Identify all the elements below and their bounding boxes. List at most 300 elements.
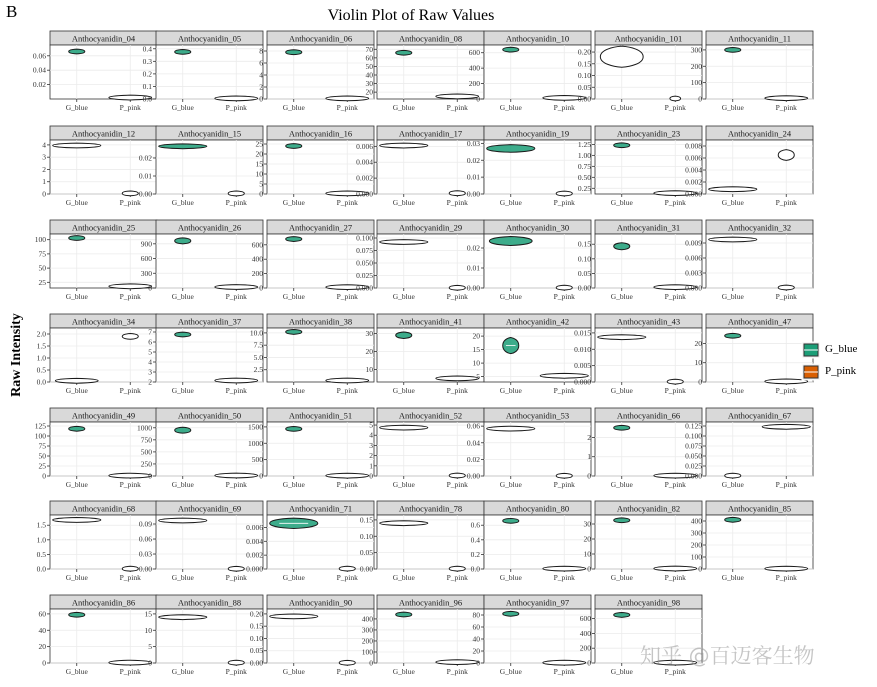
violin-p-pink <box>543 660 586 665</box>
y-tick-label: 0.75 <box>577 161 591 171</box>
x-tick-label: G_blue <box>721 103 744 112</box>
y-tick-label: 0.03 <box>466 138 480 148</box>
plot-area-anthocyanidin-24 <box>706 140 813 194</box>
y-tick-label: 0.0 <box>142 94 152 104</box>
panel-anthocyanidin-47 <box>695 314 814 395</box>
panel-anthocyanidin-82 <box>584 501 703 582</box>
panel-anthocyanidin-53 <box>467 408 591 489</box>
y-tick-label: 0.0 <box>36 564 46 574</box>
y-tick-label: 25 <box>255 139 263 149</box>
y-tick-label: 0 <box>587 564 591 574</box>
x-tick-label: P_pink <box>664 480 686 489</box>
violin-g-blue <box>270 614 318 619</box>
violin-p-pink <box>109 660 152 665</box>
y-tick-label: 0 <box>476 658 480 668</box>
x-tick-label: G_blue <box>610 198 633 207</box>
violin-g-blue <box>725 333 741 338</box>
y-tick-label: 750 <box>140 435 152 445</box>
plot-area-anthocyanidin-47 <box>706 328 813 382</box>
y-tick-label: 0.006 <box>246 522 263 532</box>
violin-p-pink <box>228 660 244 665</box>
plot-area-anthocyanidin-97 <box>484 609 591 663</box>
violin-g-blue <box>175 427 191 433</box>
y-tick-label: 0.006 <box>685 153 702 163</box>
y-tick-label: 0.125 <box>685 421 702 431</box>
y-tick-label: 200 <box>690 540 702 550</box>
panel-anthocyanidin-50 <box>137 408 263 489</box>
strip-label-anthocyanidin-08: Anthocyanidin_08 <box>398 33 463 44</box>
panel-anthocyanidin-04 <box>33 31 157 112</box>
strip-label-anthocyanidin-101: Anthocyanidin_101 <box>614 33 683 44</box>
strip-label-anthocyanidin-88: Anthocyanidin_88 <box>177 597 242 608</box>
y-tick-label: 0.4 <box>142 44 152 54</box>
x-tick-label: G_blue <box>282 573 305 582</box>
y-tick-label: 400 <box>251 254 263 264</box>
violin-p-pink <box>543 566 586 571</box>
y-tick-label: 0.00 <box>577 283 591 293</box>
y-tick-label: 0.15 <box>577 239 591 249</box>
y-tick-label: 1000 <box>137 423 152 433</box>
violin-g-blue <box>614 613 630 618</box>
violin-g-blue <box>69 236 85 241</box>
y-tick-label: 0.10 <box>359 531 373 541</box>
x-tick-label: G_blue <box>282 103 305 112</box>
y-tick-label: 50 <box>38 451 46 461</box>
panel-anthocyanidin-71 <box>246 501 374 582</box>
y-tick-label: 20 <box>38 642 46 652</box>
y-tick-label: 0.01 <box>466 172 480 182</box>
violin-p-pink <box>215 473 258 478</box>
panel-anthocyanidin-29 <box>356 220 484 301</box>
y-tick-label: 300 <box>140 268 152 278</box>
panel-anthocyanidin-37 <box>148 314 263 395</box>
strip-label-anthocyanidin-86: Anthocyanidin_86 <box>71 597 136 608</box>
panel-anthocyanidin-67 <box>685 408 813 489</box>
y-tick-label: 0 <box>148 283 152 293</box>
y-tick-label: 0.004 <box>246 536 263 546</box>
x-tick-label: G_blue <box>171 292 194 301</box>
violin-p-pink <box>449 473 465 478</box>
x-tick-label: P_pink <box>775 103 797 112</box>
y-tick-label: 0.025 <box>685 461 702 471</box>
violin-p-pink <box>122 334 138 340</box>
y-tick-label: 0 <box>587 658 591 668</box>
violin-g-blue <box>614 425 630 430</box>
strip-label-anthocyanidin-67: Anthocyanidin_67 <box>727 410 792 421</box>
y-tick-label: 0.00 <box>577 94 591 104</box>
strip-label-anthocyanidin-82: Anthocyanidin_82 <box>616 503 681 514</box>
y-tick-label: 0.002 <box>685 177 702 187</box>
violin-g-blue <box>53 518 101 523</box>
violin-p-pink <box>109 284 152 289</box>
y-tick-label: 60 <box>38 609 46 619</box>
y-tick-label: 0.15 <box>249 621 263 631</box>
y-tick-label: 1.5 <box>36 520 46 530</box>
y-tick-label: 15 <box>144 609 152 619</box>
y-tick-label: 0.25 <box>577 183 591 193</box>
violin-p-pink <box>449 191 465 196</box>
violin-p-pink <box>228 566 244 571</box>
legend-key-g-blue <box>801 340 821 360</box>
y-tick-label: 300 <box>361 625 373 635</box>
panel-anthocyanidin-96 <box>362 595 484 676</box>
x-tick-label: G_blue <box>282 667 305 676</box>
x-tick-label: G_blue <box>65 386 88 395</box>
y-tick-label: 0.100 <box>356 233 373 243</box>
plot-area-anthocyanidin-04 <box>50 45 157 99</box>
y-tick-label: 100 <box>34 235 46 245</box>
strip-label-anthocyanidin-71: Anthocyanidin_71 <box>288 503 353 514</box>
y-tick-label: 250 <box>140 459 152 469</box>
x-tick-label: G_blue <box>392 386 415 395</box>
y-tick-label: 100 <box>690 78 702 88</box>
x-tick-label: P_pink <box>336 292 358 301</box>
violin-p-pink <box>556 473 572 478</box>
y-tick-label: 0 <box>259 94 263 104</box>
x-tick-label: G_blue <box>610 573 633 582</box>
x-tick-label: G_blue <box>282 480 305 489</box>
panel-anthocyanidin-11 <box>691 31 813 112</box>
panel-anthocyanidin-24 <box>685 126 813 207</box>
y-tick-label: 0.050 <box>356 258 373 268</box>
strip-label-anthocyanidin-78: Anthocyanidin_78 <box>398 503 463 514</box>
violin-p-pink <box>436 660 479 665</box>
x-tick-label: P_pink <box>446 573 468 582</box>
x-tick-label: P_pink <box>225 103 247 112</box>
x-tick-label: P_pink <box>336 667 358 676</box>
y-tick-label: 10 <box>472 358 480 368</box>
x-tick-label: G_blue <box>610 103 633 112</box>
x-tick-label: P_pink <box>225 386 247 395</box>
violin-g-blue <box>503 47 519 52</box>
y-tick-label: 0.20 <box>249 609 263 619</box>
watermark: 知乎 @百迈客生物 <box>640 644 815 668</box>
violin-p-pink <box>122 191 138 196</box>
y-tick-label: 1000 <box>248 438 263 448</box>
violin-g-blue <box>159 518 207 523</box>
y-tick-label: 0.003 <box>685 268 702 278</box>
legend-item-p-pink[interactable] <box>801 362 877 382</box>
violin-p-pink <box>449 566 465 571</box>
y-tick-label: 400 <box>361 614 373 624</box>
x-tick-label: G_blue <box>171 198 194 207</box>
y-tick-label: 0 <box>148 658 152 668</box>
x-tick-label: P_pink <box>775 292 797 301</box>
y-tick-label: 60 <box>365 53 373 63</box>
y-tick-label: 0.02 <box>138 153 152 163</box>
y-tick-label: 300 <box>690 528 702 538</box>
strip-label-anthocyanidin-80: Anthocyanidin_80 <box>505 503 570 514</box>
y-tick-label: 0.006 <box>685 253 702 263</box>
violin-g-blue <box>159 144 207 149</box>
y-tick-label: 25 <box>38 461 46 471</box>
strip-label-anthocyanidin-05: Anthocyanidin_05 <box>177 33 242 44</box>
y-tick-label: 0.15 <box>577 59 591 69</box>
y-tick-label: 200 <box>690 61 702 71</box>
x-tick-label: P_pink <box>225 292 247 301</box>
y-tick-label: 0.000 <box>356 189 373 199</box>
strip-label-anthocyanidin-31: Anthocyanidin_31 <box>616 222 681 233</box>
y-tick-label: 6 <box>148 337 152 347</box>
x-tick-label: P_pink <box>664 198 686 207</box>
strip-label-anthocyanidin-37: Anthocyanidin_37 <box>177 316 242 327</box>
x-tick-label: G_blue <box>392 198 415 207</box>
violin-p-pink <box>326 96 369 101</box>
y-tick-label: 0.06 <box>32 51 46 61</box>
y-tick-label: 400 <box>690 516 702 526</box>
x-tick-label: G_blue <box>721 198 744 207</box>
y-tick-label: 50 <box>365 61 373 71</box>
y-tick-label: 1.25 <box>577 139 591 149</box>
y-tick-label: 7.5 <box>253 340 263 350</box>
y-tick-label: 20 <box>583 534 591 544</box>
panel-anthocyanidin-17 <box>356 126 484 207</box>
x-tick-label: P_pink <box>119 198 141 207</box>
y-tick-label: 400 <box>468 63 480 73</box>
violin-p-pink <box>228 191 244 196</box>
x-tick-label: P_pink <box>446 198 468 207</box>
violin-g-blue <box>286 426 302 431</box>
y-tick-label: 70 <box>365 44 373 54</box>
y-tick-label: 0 <box>698 377 702 387</box>
violin-g-blue <box>175 238 191 244</box>
violin-g-blue <box>175 332 191 337</box>
panel-anthocyanidin-32 <box>685 220 813 301</box>
x-tick-label: P_pink <box>336 198 358 207</box>
violin-p-pink <box>215 285 258 290</box>
violin-g-blue <box>53 143 101 148</box>
legend-item-g-blue[interactable] <box>801 340 877 360</box>
y-tick-label: 0 <box>148 471 152 481</box>
x-tick-label: G_blue <box>171 573 194 582</box>
y-tick-label: 600 <box>140 254 152 264</box>
y-tick-label: 4 <box>259 70 263 80</box>
y-tick-label: 8 <box>259 46 263 56</box>
y-tick-label: 0.04 <box>466 438 480 448</box>
x-tick-label: G_blue <box>65 198 88 207</box>
y-tick-label: 0.00 <box>249 658 263 668</box>
x-tick-label: P_pink <box>553 198 575 207</box>
y-tick-label: 300 <box>690 45 702 55</box>
y-tick-label: 0.000 <box>685 471 702 481</box>
y-tick-label: 0 <box>42 658 46 668</box>
violin-p-pink <box>670 96 681 101</box>
violin-p-pink <box>765 96 808 101</box>
y-tick-label: 0.00 <box>359 564 373 574</box>
x-tick-label: P_pink <box>553 480 575 489</box>
y-tick-label: 100 <box>34 431 46 441</box>
y-tick-label: 0.1 <box>142 81 152 91</box>
y-tick-label: 0.05 <box>577 82 591 92</box>
strip-label-anthocyanidin-85: Anthocyanidin_85 <box>727 503 792 514</box>
plot-area-anthocyanidin-80 <box>484 515 591 569</box>
strip-label-anthocyanidin-43: Anthocyanidin_43 <box>616 316 681 327</box>
violin-g-blue <box>159 615 207 620</box>
y-tick-label: 0.06 <box>466 421 480 431</box>
violin-g-blue <box>380 521 428 526</box>
panel-anthocyanidin-38 <box>250 314 374 395</box>
y-tick-label: 0.075 <box>356 246 373 255</box>
y-tick-label: 1.5 <box>36 341 46 351</box>
plot-area-anthocyanidin-38 <box>267 328 374 382</box>
panel-anthocyanidin-49 <box>35 408 157 489</box>
y-tick-label: 0.050 <box>685 451 702 461</box>
x-tick-label: G_blue <box>171 667 194 676</box>
panel-anthocyanidin-19 <box>467 126 591 207</box>
y-tick-label: 0.015 <box>574 328 591 338</box>
y-tick-label: 0.04 <box>32 65 46 75</box>
y-tick-label: 60 <box>472 622 480 632</box>
violin-p-pink <box>556 285 572 290</box>
x-tick-label: G_blue <box>499 198 522 207</box>
y-tick-label: 3 <box>42 152 46 162</box>
panel-anthocyanidin-23 <box>578 126 702 207</box>
y-tick-label: 0.02 <box>466 454 480 464</box>
y-tick-label: 0 <box>369 658 373 668</box>
x-tick-label: G_blue <box>499 480 522 489</box>
y-tick-label: 20 <box>365 346 373 356</box>
violin-g-blue <box>503 611 519 616</box>
x-tick-label: P_pink <box>664 292 686 301</box>
violin-p-pink <box>215 96 258 101</box>
y-tick-label: 0.010 <box>574 344 591 354</box>
panel-anthocyanidin-30 <box>467 220 591 301</box>
panel-anthocyanidin-78 <box>360 501 484 582</box>
violin-p-pink <box>122 566 138 571</box>
violin-g-blue <box>286 237 302 242</box>
plot-area-anthocyanidin-12 <box>50 140 157 194</box>
strip-label-anthocyanidin-98: Anthocyanidin_98 <box>616 597 681 608</box>
plot-area-anthocyanidin-51 <box>267 422 374 476</box>
panel-anthocyanidin-69 <box>139 501 263 582</box>
y-tick-label: 0.000 <box>246 564 263 574</box>
x-tick-label: G_blue <box>610 667 633 676</box>
panel-anthocyanidin-15 <box>139 126 263 207</box>
x-tick-label: G_blue <box>65 667 88 676</box>
x-tick-label: G_blue <box>499 573 522 582</box>
y-tick-label: 1.0 <box>36 535 46 545</box>
y-tick-label: 50 <box>38 263 46 273</box>
violin-g-blue <box>286 144 302 149</box>
strip-label-anthocyanidin-66: Anthocyanidin_66 <box>616 410 681 421</box>
panel-anthocyanidin-31 <box>578 220 702 301</box>
y-tick-label: 125 <box>34 421 46 431</box>
y-tick-label: 1.0 <box>36 353 46 363</box>
panel-anthocyanidin-43 <box>574 314 702 395</box>
y-tick-label: 0.10 <box>249 633 263 643</box>
y-tick-label: 0.006 <box>356 141 373 151</box>
violin-g-blue <box>709 187 757 192</box>
strip-label-anthocyanidin-32: Anthocyanidin_32 <box>727 222 792 233</box>
x-tick-label: G_blue <box>499 103 522 112</box>
x-tick-label: G_blue <box>392 573 415 582</box>
y-tick-label: 10 <box>694 358 702 368</box>
y-tick-label: 100 <box>690 552 702 562</box>
x-tick-label: G_blue <box>171 386 194 395</box>
y-tick-label: 0.6 <box>470 520 480 530</box>
y-tick-label: 25 <box>38 277 46 287</box>
strip-label-anthocyanidin-11: Anthocyanidin_11 <box>728 33 791 44</box>
violin-p-pink <box>326 378 369 383</box>
x-tick-label: P_pink <box>446 386 468 395</box>
y-tick-label: 0.005 <box>574 361 591 371</box>
strip-label-anthocyanidin-52: Anthocyanidin_52 <box>398 410 463 421</box>
y-tick-label: 0.025 <box>356 271 373 280</box>
y-tick-label: 2 <box>259 82 263 92</box>
strip-label-anthocyanidin-90: Anthocyanidin_90 <box>288 597 353 608</box>
violin-p-pink <box>339 566 355 571</box>
y-tick-label: 3 <box>148 367 152 377</box>
x-tick-label: P_pink <box>553 386 575 395</box>
y-tick-label: 0.002 <box>356 173 373 183</box>
x-tick-label: G_blue <box>392 667 415 676</box>
plot-area-anthocyanidin-06 <box>267 45 374 99</box>
x-tick-label: P_pink <box>225 198 247 207</box>
violin-p-pink <box>109 473 152 478</box>
violin-g-blue <box>396 612 412 617</box>
violin-g-blue <box>598 335 646 340</box>
violin-g-blue <box>396 50 412 55</box>
x-tick-label: P_pink <box>446 103 468 112</box>
y-tick-label: 0.075 <box>685 441 702 451</box>
y-tick-label: 0 <box>42 189 46 199</box>
y-tick-label: 1500 <box>248 422 263 432</box>
strip-label-anthocyanidin-50: Anthocyanidin_50 <box>177 410 242 421</box>
violin-p-pink <box>654 566 697 571</box>
strip-label-anthocyanidin-96: Anthocyanidin_96 <box>398 597 463 608</box>
plot-area-anthocyanidin-32 <box>706 234 813 288</box>
violin-g-blue <box>286 330 302 335</box>
y-tick-label: 4 <box>369 430 373 440</box>
strip-label-anthocyanidin-10: Anthocyanidin_10 <box>505 33 570 44</box>
strip-label-anthocyanidin-26: Anthocyanidin_26 <box>177 222 242 233</box>
x-tick-label: P_pink <box>664 103 686 112</box>
y-tick-label: 500 <box>140 447 152 457</box>
x-tick-label: P_pink <box>336 103 358 112</box>
violin-g-blue <box>489 237 532 246</box>
y-tick-label: 5 <box>369 420 373 430</box>
y-tick-label: 200 <box>468 79 480 89</box>
panel-anthocyanidin-26 <box>141 220 263 301</box>
y-tick-label: 0.09 <box>138 519 152 529</box>
y-tick-label: 15 <box>255 159 263 169</box>
panel-anthocyanidin-88 <box>145 595 264 676</box>
x-tick-label: P_pink <box>553 667 575 676</box>
y-tick-label: 0 <box>259 471 263 481</box>
y-tick-label: 0.000 <box>685 189 702 199</box>
y-tick-label: 0.02 <box>32 80 46 90</box>
plot-area-anthocyanidin-67 <box>706 422 813 476</box>
y-tick-label: 20 <box>694 338 702 348</box>
x-tick-label: G_blue <box>282 198 305 207</box>
panel-anthocyanidin-80 <box>471 501 591 582</box>
y-tick-label: 0.01 <box>466 263 480 273</box>
strip-label-anthocyanidin-04: Anthocyanidin_04 <box>71 33 136 44</box>
x-tick-label: P_pink <box>225 573 247 582</box>
y-tick-label: 0.10 <box>577 71 591 81</box>
strip-label-anthocyanidin-25: Anthocyanidin_25 <box>71 222 136 233</box>
violin-g-blue <box>725 48 741 53</box>
y-tick-label: 80 <box>472 610 480 620</box>
panel-anthocyanidin-25 <box>35 220 157 301</box>
plot-area-anthocyanidin-96 <box>377 609 484 663</box>
x-tick-label: G_blue <box>65 292 88 301</box>
y-tick-label: 2.0 <box>36 329 46 339</box>
x-tick-label: P_pink <box>446 480 468 489</box>
y-tick-label: 0.004 <box>685 165 702 175</box>
strip-label-anthocyanidin-27: Anthocyanidin_27 <box>288 222 353 233</box>
strip-label-anthocyanidin-69: Anthocyanidin_69 <box>177 503 242 514</box>
